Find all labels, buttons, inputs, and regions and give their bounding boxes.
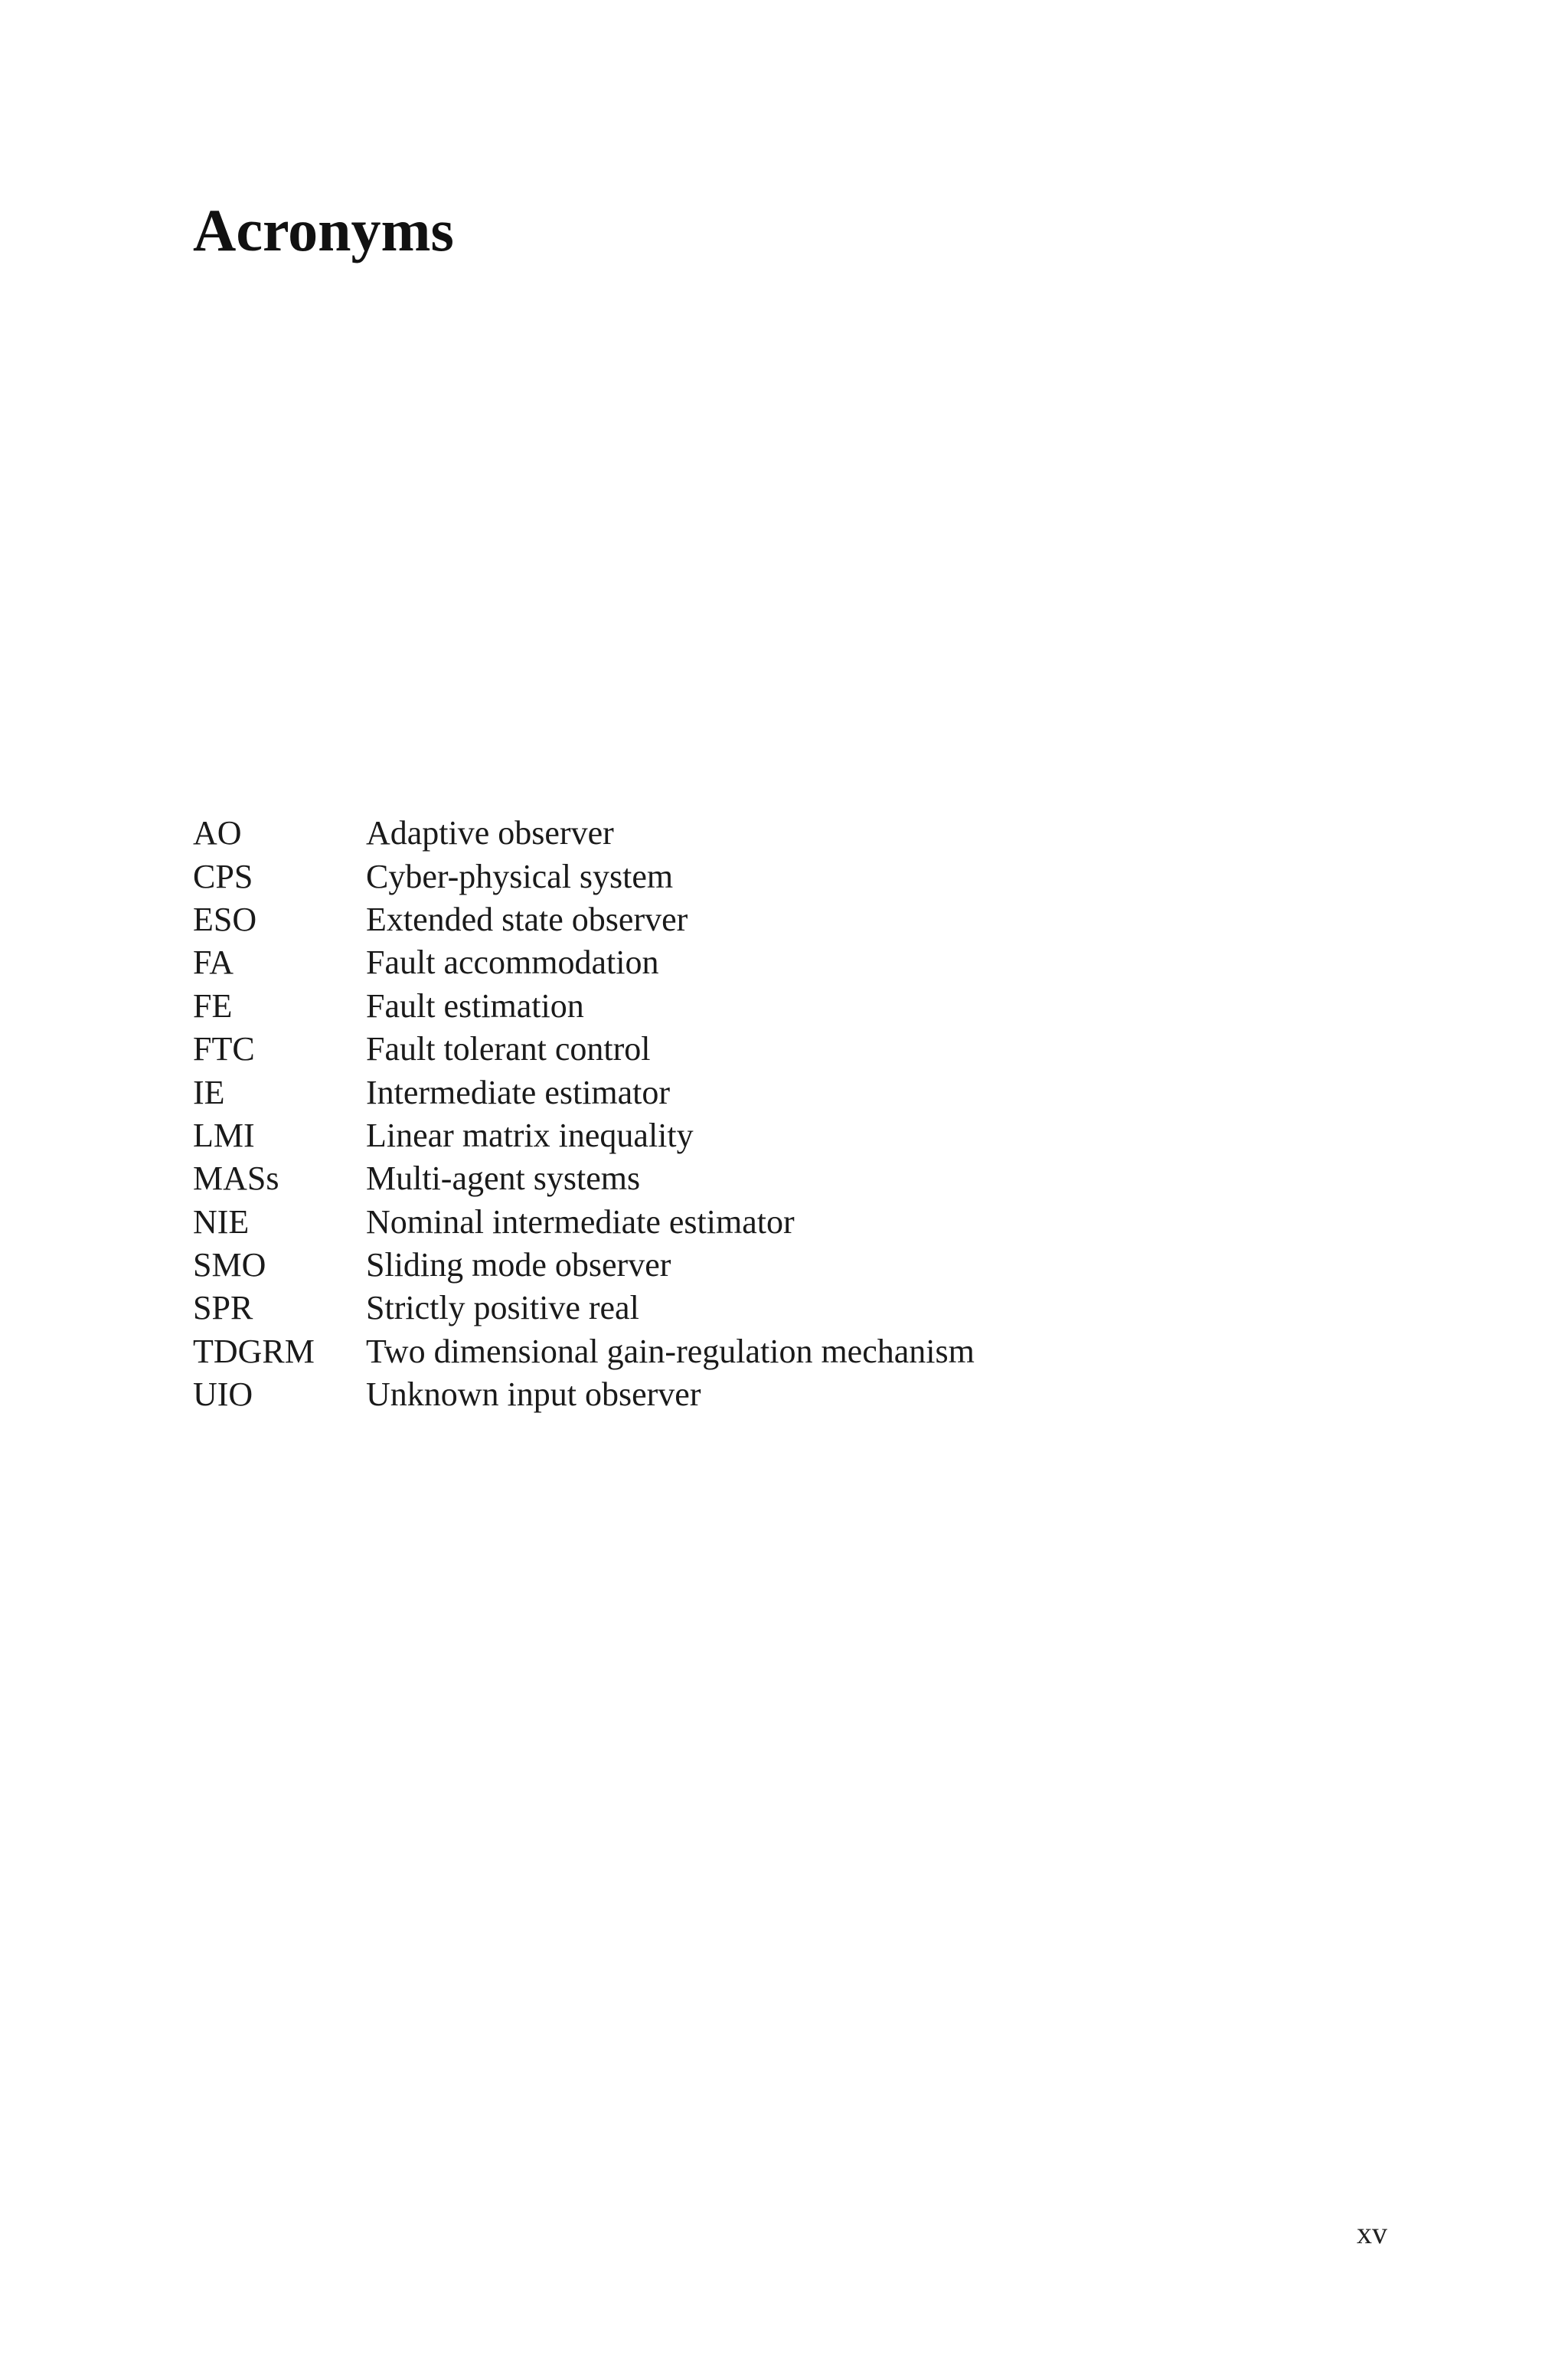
acronym-definition: Two dimensional gain-regulation mechanism <box>366 1332 975 1370</box>
acronym-row <box>193 855 1418 898</box>
acronym-row <box>193 1157 1418 1200</box>
acronym-definition: Adaptive observer <box>366 814 614 852</box>
acronym-abbreviation: SMO <box>193 1246 266 1284</box>
acronym-abbreviation: UIO <box>193 1375 253 1414</box>
acronym-row <box>193 1201 1418 1244</box>
acronym-definition: Extended state observer <box>366 900 688 938</box>
acronym-definition: Nominal intermediate estimator <box>366 1202 795 1241</box>
page-title: Acronyms <box>193 197 454 263</box>
acronym-abbreviation: MASs <box>193 1160 279 1198</box>
acronym-row <box>193 1071 1418 1114</box>
acronym-definition: Fault accommodation <box>366 944 659 982</box>
acronym-definition: Multi-agent systems <box>366 1160 641 1198</box>
acronym-list <box>193 812 1418 1416</box>
acronym-row <box>193 1114 1418 1157</box>
acronym-abbreviation: FA <box>193 944 234 982</box>
acronym-abbreviation: IE <box>193 1073 225 1111</box>
acronym-abbreviation: CPS <box>193 857 253 895</box>
acronym-row <box>193 812 1418 855</box>
acronym-row <box>193 1373 1418 1416</box>
page-number: xv <box>1357 2216 1387 2250</box>
acronym-row <box>193 985 1418 1028</box>
acronym-row <box>193 898 1418 941</box>
acronym-abbreviation: AO <box>193 814 242 852</box>
acronym-row <box>193 1028 1418 1071</box>
acronym-abbreviation: TDGRM <box>193 1332 315 1370</box>
acronym-abbreviation: FE <box>193 986 233 1025</box>
acronym-row <box>193 941 1418 984</box>
acronym-abbreviation: FTC <box>193 1030 255 1068</box>
acronym-definition: Sliding mode observer <box>366 1246 671 1284</box>
acronym-definition: Intermediate estimator <box>366 1073 671 1111</box>
acronym-abbreviation: LMI <box>193 1116 255 1154</box>
acronym-abbreviation: NIE <box>193 1202 250 1241</box>
acronym-row <box>193 1244 1418 1287</box>
acronym-definition: Cyber-physical system <box>366 857 674 895</box>
acronym-definition: Fault tolerant control <box>366 1030 651 1068</box>
acronym-definition: Strictly positive real <box>366 1289 639 1327</box>
acronym-abbreviation: SPR <box>193 1289 253 1327</box>
acronym-definition: Fault estimation <box>366 986 584 1025</box>
acronym-definition: Linear matrix inequality <box>366 1116 694 1154</box>
acronym-definition: Unknown input observer <box>366 1375 701 1414</box>
acronym-row <box>193 1330 1418 1373</box>
acronym-row <box>193 1287 1418 1330</box>
acronym-abbreviation: ESO <box>193 900 257 938</box>
